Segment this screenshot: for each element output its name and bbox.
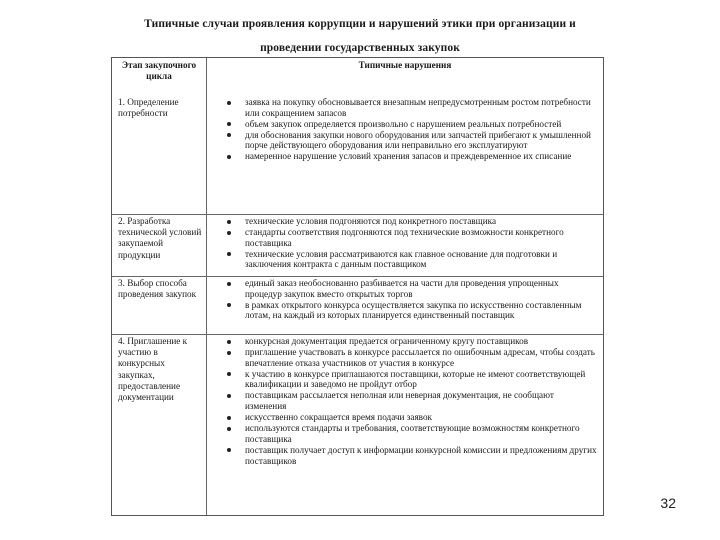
violation-text: конкурсная документация предается ограниченному кругу поставщиков — [245, 336, 529, 346]
violation-text: искусственно сокращается время подачи заявок — [245, 412, 433, 423]
stage-cell-2: 2. Разработка технической условий закупаемой продукции — [112, 215, 207, 276]
violation-item — [227, 390, 597, 411]
violation-text: используются стандарты и требования, соответствующие возможностям конкретного поставщика — [245, 423, 580, 444]
bullet-icon — [227, 122, 231, 126]
stage-cell-1: 1. Определение потребности — [112, 96, 207, 214]
violation-text: для обоснования закупки нового оборудования или запчастей прибегают к умышленной порче действующего оборудования или неправильно его эксплуатируют — [245, 129, 591, 151]
bullet-icon — [227, 282, 231, 286]
bullet-icon — [227, 220, 231, 224]
violation-item — [227, 423, 597, 444]
table-row-2 — [112, 214, 603, 276]
violation-item — [227, 445, 597, 466]
stage-cell-3: 3. Выбор способа проведения закупок — [112, 277, 207, 334]
violation-item — [227, 119, 597, 130]
violation-item — [227, 369, 597, 390]
bullet-icon — [227, 416, 231, 420]
violation-text: стандарты соответствия подгоняются под технические возможности конкретного поставщика — [245, 227, 564, 248]
bullet-icon — [227, 101, 231, 105]
header-stage: Этап закупочного цикла — [112, 58, 207, 100]
violations-cell-4 — [207, 335, 603, 515]
violation-text: намеренное нарушение условий хранения запасов и преждевременное их списание — [245, 151, 572, 162]
violation-text: к участию в конкурсе приглашаются поставщики, которые не имеют соответствующей квалификации и заведомо не пройдут отбор — [245, 368, 586, 390]
table-header-row — [112, 58, 603, 100]
violation-text: поставщикам рассылается неполная или неверная документация, не сообщают изменения — [245, 390, 554, 412]
bullet-icon — [227, 351, 231, 355]
violation-item — [227, 336, 597, 347]
violation-item — [227, 347, 597, 368]
bullet-icon — [227, 252, 231, 256]
violation-item — [227, 97, 597, 118]
bullet-icon — [227, 303, 231, 307]
violations-table — [111, 57, 604, 516]
page-number: 32 — [660, 495, 676, 511]
violation-text: технические условия подгоняются под конкретного поставщика — [245, 216, 497, 226]
violations-cell-3 — [207, 277, 603, 334]
header-violations: Типичные нарушения — [358, 60, 452, 70]
bullet-icon — [227, 133, 231, 137]
bullet-icon — [227, 448, 231, 452]
bullet-icon — [227, 372, 231, 376]
table-row-4 — [112, 334, 603, 515]
violation-text: поставщик получает доступ к информации конкурсной комиссии и предложениям других поставщиков — [245, 444, 597, 466]
stage-cell-4: 4. Приглашение к участию в конкурсных закупках, предоставление документации — [112, 335, 207, 515]
violation-item — [227, 278, 597, 299]
violation-text: заявка на покупку обосновывается внезапным непредусмотренным ростом потребности или сокращением запасов — [245, 97, 591, 118]
bullet-icon — [227, 394, 231, 398]
violation-item — [227, 130, 597, 151]
violations-cell-1 — [207, 96, 603, 214]
violation-item — [227, 412, 597, 423]
bullet-icon — [227, 231, 231, 235]
bullet-icon — [227, 340, 231, 344]
violation-text: единый заказ необоснованно разбивается на части для проведения упрощенных процедур закупок вместо открытых торгов — [245, 278, 559, 299]
bullet-icon — [227, 427, 231, 431]
violation-text: объем закупок определяется произвольно с нарушением реальных потребностей — [245, 118, 562, 129]
document-title-line-1: Типичные случаи проявления коррупции и нарушений этики при организации и — [144, 18, 576, 30]
bullet-icon — [227, 155, 231, 159]
violation-text: технические условия рассматриваются как главное основание для подготовки и заключения контракта с данным поставщиком — [245, 248, 558, 270]
violation-text: приглашение участвовать в конкурсе рассылается по ошибочным адресам, чтобы создать впечатление отказа участников от участия в конкурсе — [245, 347, 595, 368]
violation-item — [227, 249, 597, 270]
document-title-line-2: проведении государственных закупок — [260, 42, 460, 54]
violation-item — [227, 227, 597, 248]
document-title — [100, 12, 620, 60]
table-row-1 — [112, 96, 603, 214]
violation-item — [227, 216, 597, 227]
violation-item — [227, 151, 597, 162]
violations-cell-2 — [207, 215, 603, 276]
table-row-3 — [112, 276, 603, 334]
violation-item — [227, 300, 597, 321]
violation-text: в рамках открытого конкурса осуществляется закупка по искусственно составленным лотам, на каждый из которых планируется единственный поставщик — [245, 299, 582, 321]
